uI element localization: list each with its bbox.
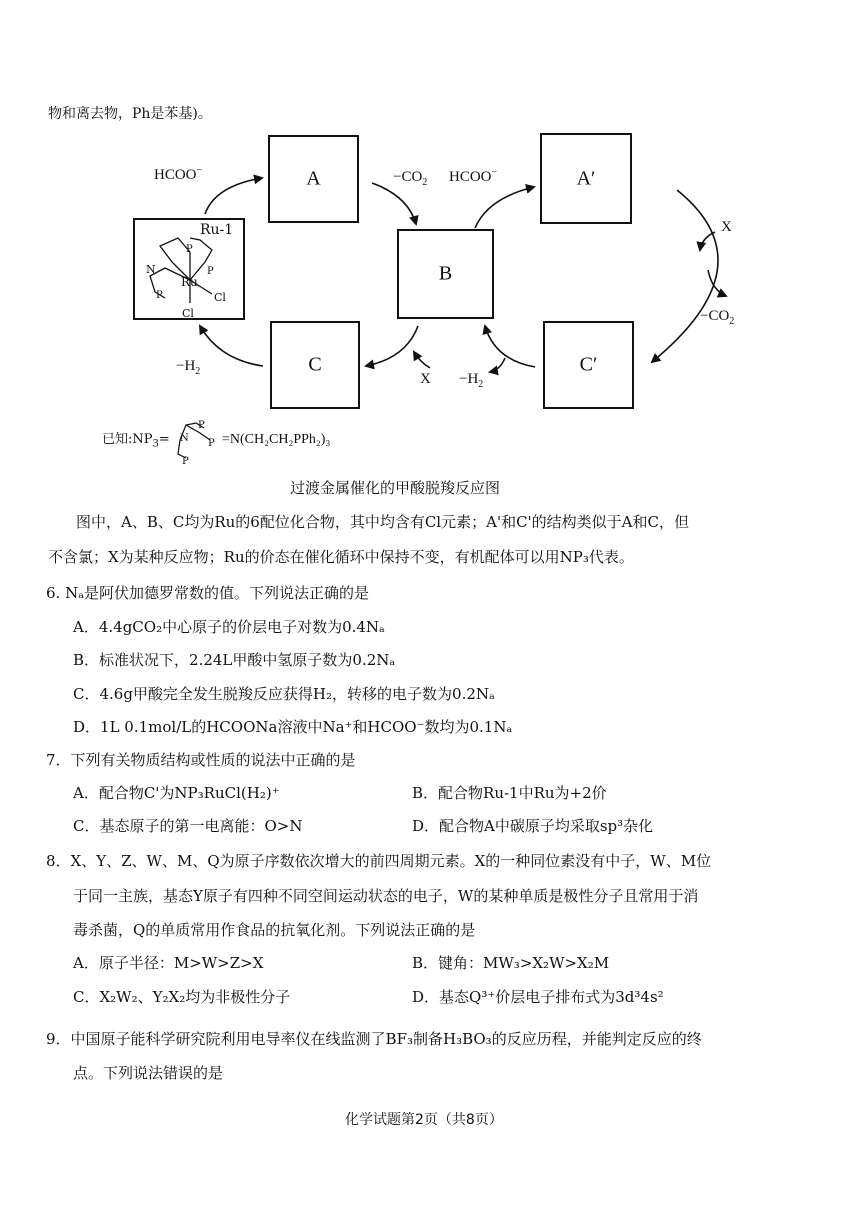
box-A-label: A [306, 167, 321, 190]
page-footer: 化学试题第2页（共8页） [345, 1112, 503, 1128]
q7-option-B[interactable]: B．配合物Ru-1中Ru为+2价 [412, 784, 607, 802]
q7-option-D[interactable]: D．配合物A中碳原子均采取sp³杂化 [412, 817, 654, 835]
cl-atom-bottom: Cl [182, 307, 194, 320]
minus-co2-right-label: $-CO_2$ [700, 308, 735, 327]
q6-option-B[interactable]: B．标准状况下，2.24L甲酸中氢原子数为0.2Nₐ [73, 651, 396, 669]
p-atom-left: P [156, 290, 163, 301]
q6-option-A[interactable]: A．4.4gCO₂中心原子的价层电子对数为0.4Nₐ [73, 618, 385, 636]
q8-line3: 毒杀菌，Q的单质常用作食品的抗氧化剂。下列说法正确的是 [73, 921, 476, 939]
arrow-B-to-A-prime [475, 187, 534, 228]
x-right-label: X [721, 219, 732, 235]
np3-formula: =N(CH₂CH₂PPh₂)₃ [222, 432, 331, 447]
q7-option-C[interactable]: C．基态原子的第一电离能：O>N [73, 817, 303, 835]
description-line1: 图中，A、B、C均为Ru的6配位化合物，其中均含有Cl元素；A'和C'的结构类似于A和C，但 [76, 513, 689, 531]
n-atom-label: N [146, 263, 156, 276]
q8-line1: 8．X、Y、Z、W、M、Q为原子序数依次增大的前四周期元素。X的一种同位素没有中子，W、M位 [46, 852, 712, 870]
arrow-B-to-C [366, 326, 418, 366]
q9-line2: 点。下列说法错误的是 [73, 1064, 224, 1082]
x-mid-label: X [420, 371, 431, 387]
q7-option-A[interactable]: A．配合物C'为NP₃RuCl(H₂)⁺ [73, 784, 280, 802]
intro-line: 物和离去物，Ph是苯基)。 [48, 106, 212, 122]
q6-option-D[interactable]: D．1L 0.1mol/L的HCOONa溶液中Na⁺和HCOO⁻数均为0.1Nₐ [73, 718, 513, 736]
arrow-h2-mid [490, 358, 505, 372]
arrow-C-to-ru1 [200, 326, 263, 366]
minus-h2-left-label: $-H_2$ [176, 358, 201, 377]
np3-p-right: P [208, 438, 215, 449]
ru1-label: Ru-1 [200, 222, 234, 238]
q8-option-B[interactable]: B．键角：MW₃>X₂W>X₂M [412, 954, 610, 972]
q8-option-D[interactable]: D．基态Q³⁺价层电子排布式为3d³4s² [412, 988, 664, 1006]
box-C-label: C [308, 353, 322, 376]
ru-atom-label: Ru [181, 275, 198, 289]
arrow-A-prime-to-C-prime [652, 190, 718, 362]
q8-line2: 于同一主族，基态Y原子有四种不同空间运动状态的电子，W的某种单质是极性分子且常用于消 [73, 887, 699, 905]
p-atom-top: P [186, 244, 193, 255]
arrow-X-mid [414, 352, 430, 368]
box-A-prime-label: A′ [576, 167, 596, 189]
box-B-label: B [438, 262, 453, 285]
minus-co2-top-label: $-CO_2$ [393, 169, 428, 188]
np3-known-label: 已知$:NP_3=$ [102, 432, 170, 450]
q6-option-C[interactable]: C．4.6g甲酸完全发生脱羧反应获得H₂，转移的电子数为0.2Nₐ [73, 685, 495, 703]
np3-n: N [180, 433, 189, 444]
arrow-ru1-to-A [205, 178, 262, 214]
box-C-prime-label: C′ [579, 353, 598, 376]
arrow-A-to-B [372, 183, 416, 224]
description-line2: 不含氯；X为某种反应物；Ru的价态在催化循环中保持不变，有机配体可以用NP₃代表。 [48, 548, 634, 566]
figure-caption: 过渡金属催化的甲酸脱羧反应图 [290, 479, 501, 497]
hcoo-left-label: HCOO− [154, 165, 203, 183]
q8-option-A[interactable]: A．原子半径：M>W>Z>X [73, 954, 264, 972]
np3-p-top: P [198, 420, 205, 431]
minus-h2-mid-label: $-H_2$ [459, 371, 484, 390]
q9-line1: 9．中国原子能科学研究院利用电导率仪在线监测了BF₃制备H₃BO₃的反应历程，并能判定反应的终 [46, 1030, 702, 1048]
hcoo-right-label: HCOO− [449, 167, 498, 185]
q8-option-C[interactable]: C．X₂W₂、Y₂X₂均为非极性分子 [73, 988, 291, 1006]
q6-stem: 6. Nₐ是阿伏加德罗常数的值。下列说法正确的是 [46, 584, 369, 602]
q7-stem: 7．下列有关物质结构或性质的说法中正确的是 [46, 751, 356, 769]
arrow-C-prime-to-B [485, 326, 535, 367]
p-atom-right: P [207, 266, 214, 277]
np3-p-bottom: P [182, 456, 189, 467]
cl-atom-right: Cl [214, 291, 226, 304]
